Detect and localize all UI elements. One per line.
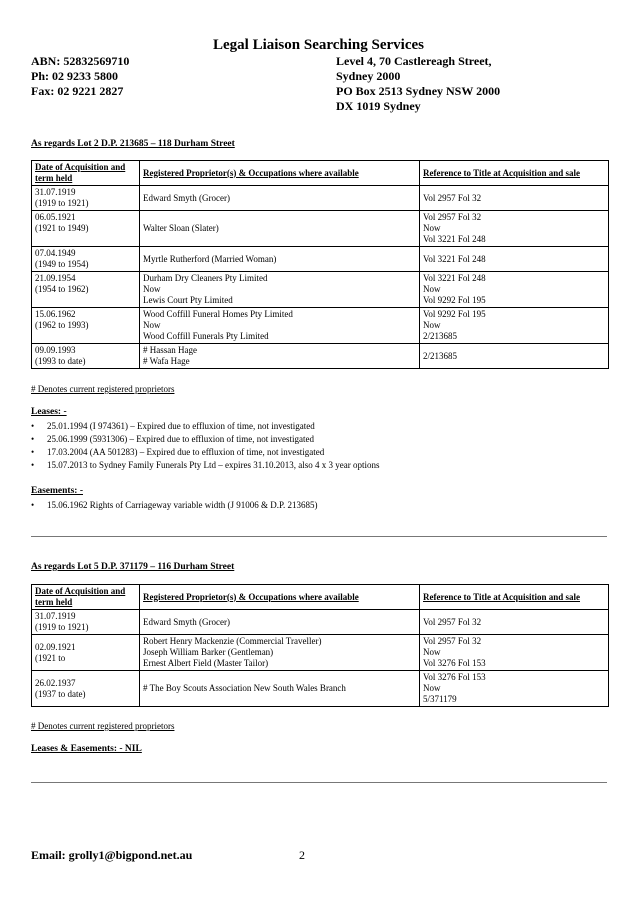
table-row	[32, 344, 609, 369]
leases-heading: Leases: -	[31, 407, 67, 417]
table-row	[32, 186, 609, 211]
table-row	[32, 272, 609, 308]
address-line: DX 1019 Sydney	[336, 99, 421, 113]
list-item: • 25.01.1994 (I 974361) – Expired due to effluxion of time, not investigated	[31, 420, 607, 433]
abn-line: ABN: 52832569710	[31, 54, 130, 68]
section-divider	[31, 536, 607, 537]
footer-email: Email: grolly1@bigpond.net.au	[31, 848, 193, 862]
date-cell: 02.09.1921 (1921 to	[32, 635, 140, 671]
date-cell: 06.05.1921 (1921 to 1949)	[32, 211, 140, 247]
table-row	[32, 308, 609, 344]
fax-line: Fax: 02 9221 2827	[31, 84, 124, 98]
table-row	[32, 635, 609, 671]
reference-cell: Vol 3221 Fol 248 Now Vol 9292 Fol 195	[420, 272, 609, 308]
column-header-date: Date of Acquisition and term held	[32, 161, 140, 186]
column-header-reference: Reference to Title at Acquisition and sale	[420, 585, 609, 610]
list-item: • 15.07.2013 to Sydney Family Funerals Pty Ltd – expires 31.10.2013, also 4 x 3 year options	[31, 459, 607, 472]
section-2-title: As regards Lot 5 D.P. 371179 – 116 Durham Street	[31, 562, 235, 572]
proprietor-cell: Durham Dry Cleaners Pty Limited Now Lewis Court Pty Limited	[140, 272, 420, 308]
leases-list	[31, 420, 607, 472]
easements-heading: Easements: -	[31, 486, 83, 496]
date-cell: 21.09.1954 (1954 to 1962)	[32, 272, 140, 308]
table-row	[32, 247, 609, 272]
current-proprietors-note: # Denotes current registered proprietors	[31, 384, 175, 394]
proprietor-cell: Walter Sloan (Slater)	[140, 211, 420, 247]
section-1-title: As regards Lot 2 D.P. 213685 – 118 Durham Street	[31, 139, 235, 149]
column-header-reference: Reference to Title at Acquisition and sale	[420, 161, 609, 186]
proprietor-cell: Robert Henry Mackenzie (Commercial Traveller) Joseph William Barker (Gentleman) Ernest Albert Field (Master Tailor)	[140, 635, 420, 671]
current-proprietors-note: # Denotes current registered proprietors	[31, 721, 175, 731]
date-cell: 07.04.1949 (1949 to 1954)	[32, 247, 140, 272]
proprietor-cell: # Hassan Hage # Wafa Hage	[140, 344, 420, 369]
phone-line: Ph: 02 9233 5800	[31, 69, 118, 83]
list-item: • 25.06.1999 (5931306) – Expired due to effluxion of time, not investigated	[31, 433, 607, 446]
reference-cell: Vol 3221 Fol 248	[420, 247, 609, 272]
address-line: Sydney 2000	[336, 69, 401, 83]
list-item: • 17.03.2004 (AA 501283) – Expired due to effluxion of time, not investigated	[31, 446, 607, 459]
table-header-row	[32, 161, 609, 186]
address-line: PO Box 2513 Sydney NSW 2000	[336, 84, 501, 98]
date-cell: 31.07.1919 (1919 to 1921)	[32, 186, 140, 211]
address-line: Level 4, 70 Castlereagh Street,	[336, 54, 492, 68]
reference-cell: Vol 2957 Fol 32 Now Vol 3276 Fol 153	[420, 635, 609, 671]
address-block-right	[336, 54, 500, 114]
date-cell: 31.07.1919 (1919 to 1921)	[32, 610, 140, 635]
table-row	[32, 671, 609, 707]
reference-cell: Vol 2957 Fol 32 Now Vol 3221 Fol 248	[420, 211, 609, 247]
document-title: Legal Liaison Searching Services	[213, 37, 424, 53]
proprietor-cell: Edward Smyth (Grocer)	[140, 186, 420, 211]
reference-cell: Vol 2957 Fol 32	[420, 610, 609, 635]
proprietor-cell: Myrtle Rutherford (Married Woman)	[140, 247, 420, 272]
leases-easements-heading: Leases & Easements: - NIL	[31, 744, 142, 754]
reference-cell: Vol 9292 Fol 195 Now 2/213685	[420, 308, 609, 344]
date-cell: 15.06.1962 (1962 to 1993)	[32, 308, 140, 344]
easements-list	[31, 499, 607, 512]
column-header-proprietor: Registered Proprietor(s) & Occupations where available	[140, 585, 420, 610]
table-row	[32, 610, 609, 635]
column-header-date: Date of Acquisition and term held	[32, 585, 140, 610]
section-divider	[31, 782, 607, 783]
proprietor-cell: # The Boy Scouts Association New South Wales Branch	[140, 671, 420, 707]
date-cell: 26.02.1937 (1937 to date)	[32, 671, 140, 707]
table-header-row	[32, 585, 609, 610]
list-item: • 15.06.1962 Rights of Carriageway variable width (J 91006 & D.P. 213685)	[31, 499, 607, 512]
contact-block-left	[31, 54, 129, 99]
proprietor-cell: Wood Coffill Funeral Homes Pty Limited Now Wood Coffill Funerals Pty Limited	[140, 308, 420, 344]
reference-cell: Vol 3276 Fol 153 Now 5/371179	[420, 671, 609, 707]
page-number: 2	[299, 848, 305, 862]
reference-cell: Vol 2957 Fol 32	[420, 186, 609, 211]
reference-cell: 2/213685	[420, 344, 609, 369]
proprietor-cell: Edward Smyth (Grocer)	[140, 610, 420, 635]
section-1-table	[31, 160, 609, 369]
column-header-proprietor: Registered Proprietor(s) & Occupations where available	[140, 161, 420, 186]
date-cell: 09.09.1993 (1993 to date)	[32, 344, 140, 369]
section-2-table	[31, 584, 609, 707]
table-row	[32, 211, 609, 247]
